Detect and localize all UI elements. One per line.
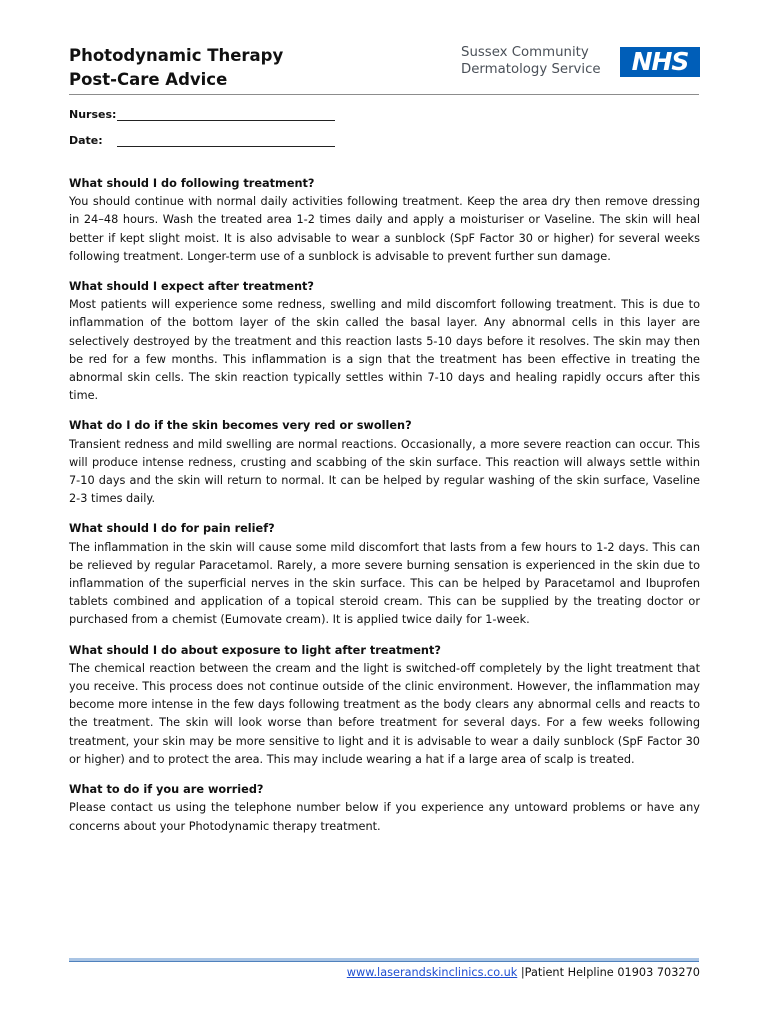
section-pain-relief [69, 520, 700, 629]
title-line-2: Post-Care Advice [69, 70, 228, 89]
footer-divider [69, 958, 699, 962]
organisation-name [461, 44, 601, 78]
section-following-treatment [69, 175, 700, 266]
nurses-label: Nurses: [69, 108, 117, 121]
section-heading: What should I do for pain relief? [69, 522, 275, 536]
section-if-worried [69, 781, 700, 836]
section-body: Please contact us using the telephone number below if you experience any untoward problems or have any concerns about your Photodynamic therapy treatment. [69, 801, 700, 833]
page-title [69, 44, 283, 92]
patient-helpline: |Patient Helpline 01903 703270 [520, 966, 700, 979]
section-light-exposure [69, 642, 700, 769]
section-body: The inflammation in the skin will cause some mild discomfort that lasts from a few hours to 1-2 days. This can be relieved by regular Paracetamol. Rarely, a more severe burning sensation is experienced in the skin due to inflammation of the superficial nerves in the skin surface. This can be helped by Paracetamol and Ibuprofen tablets combined and application of a topical steroid cream. This can be supplied by the treating doctor or purchased from a chemist (Eumovate cream). It is applied twice daily for 1-week. [69, 540, 700, 627]
nurses-signature-line [117, 120, 335, 121]
header-divider [69, 94, 699, 95]
advice-content [69, 175, 700, 848]
section-body: Transient redness and mild swelling are normal reactions. Occasionally, a more severe reaction can occur. This will produce intense redness, crusting and scabbing of the skin surface. This reaction will always settle within 7-10 days and the skin will return to normal. It can be helped by regular washing of the skin surface, Vaseline 2-3 times daily. [69, 437, 700, 506]
section-heading: What do I do if the skin becomes very red or swollen? [69, 419, 412, 433]
section-heading: What should I do following treatment? [69, 177, 315, 190]
nurses-field [69, 108, 116, 121]
date-label: Date: [69, 134, 103, 147]
nhs-logo: NHS [620, 47, 700, 77]
website-link[interactable]: www.laserandskinclinics.co.uk [346, 966, 518, 979]
section-heading: What should I expect after treatment? [69, 280, 314, 294]
section-heading: What to do if you are worried? [69, 783, 264, 797]
date-signature-line [117, 146, 335, 147]
section-heading: What should I do about exposure to light after treatment? [69, 643, 441, 657]
section-red-or-swollen [69, 417, 700, 508]
org-line-2: Dermatology Service [461, 62, 601, 77]
section-expect-after-treatment [69, 278, 700, 405]
org-line-1: Sussex Community [461, 45, 589, 60]
footer [347, 965, 700, 981]
section-body: You should continue with normal daily activities following treatment. Keep the area dry then remove dressing in 24–48 hours. Wash the treated area 1-2 times daily and apply a moisturiser or Vaseline. The skin will heal better if kept slight moist. It is also advisable to wear a sunblock (SpF Factor 30 or higher) for several weeks following treatment. Longer-term use of a sunblock is advisable to prevent further sun damage. [69, 195, 700, 263]
date-field [69, 134, 103, 147]
title-line-1: Photodynamic Therapy [69, 46, 284, 65]
section-body: Most patients will experience some redness, swelling and mild discomfort following treatment. This is due to inflammation of the bottom layer of the skin called the basal layer. Any abnormal cells in this layer are selectively destroyed by the treatment and this reaction lasts 5-10 days before it resolves. The skin may then be red for a few months. This inflammation is a sign that the treatment has been effective in treating the abnormal skin cells. The skin reaction typically settles within 7-10 days and healing rapidly occurs after this time. [69, 298, 700, 403]
section-body: The chemical reaction between the cream and the light is switched-off completely by the light treatment that you receive. This process does not continue outside of the clinic environment. However, the inflammation may become more intense in the few days following treatment as the body clears any abnormal cells and reacts to the treatment. The skin will look worse than before treatment for several days. For a few weeks following treatment, your skin may be more sensitive to light and it is advisable to wear a daily sunblock (SpF Factor 30 or higher) and to protect the area. This may include wearing a hat if a large area of scalp is treated. [69, 661, 700, 766]
